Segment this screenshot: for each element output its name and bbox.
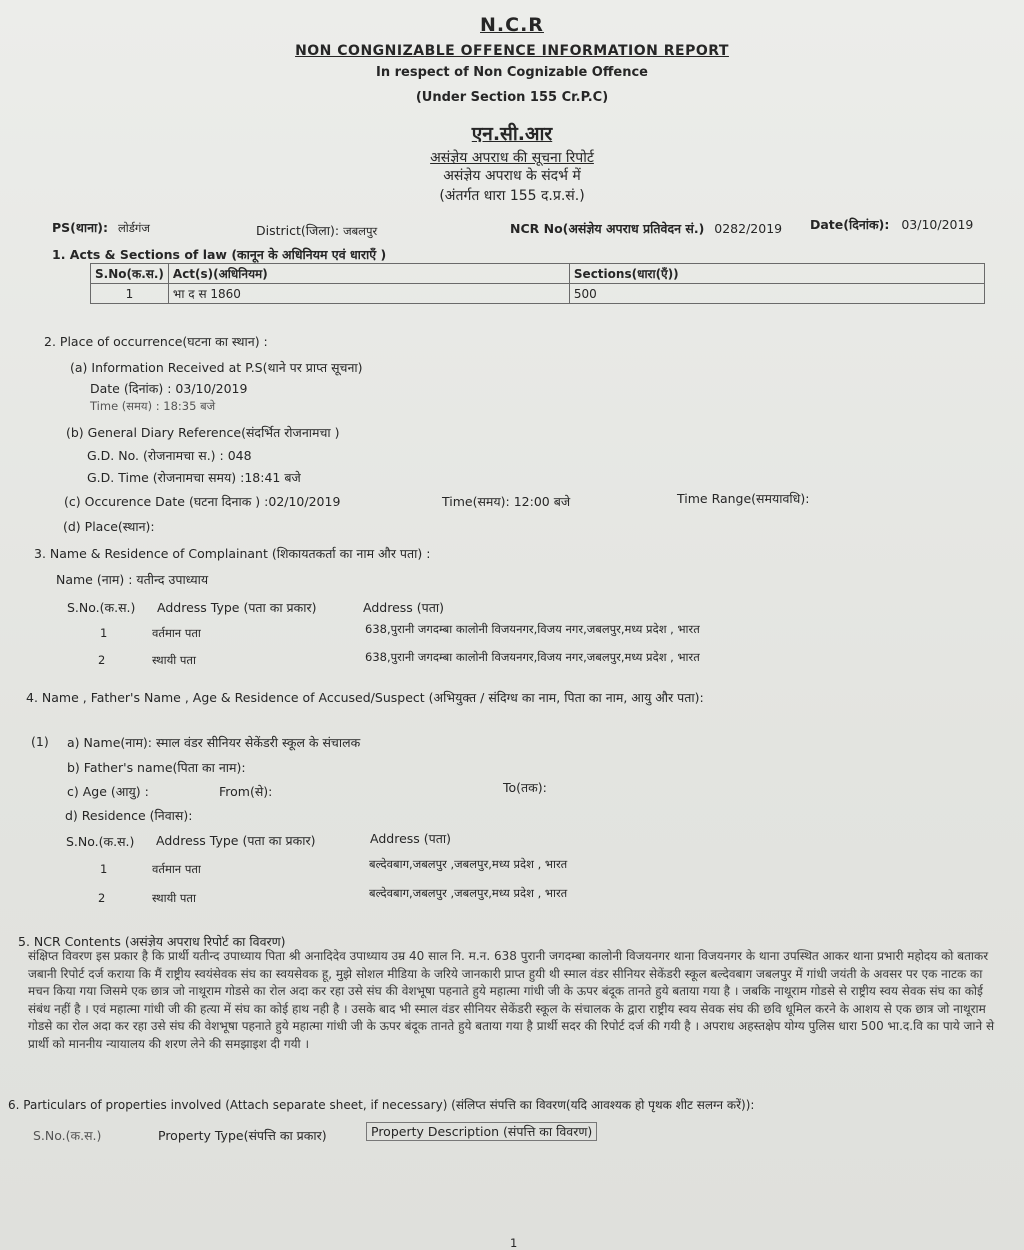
acts-table	[90, 263, 985, 304]
gd-number: G.D. No. (रोजनामचा स.) : 048	[87, 448, 252, 463]
property-col-description: Property Description (संपत्ति का विवरण)	[366, 1122, 597, 1141]
ncr-label: NCR No(असंज्ञेय अपराध प्रतिवेदन सं.)	[510, 221, 705, 236]
accused-age-from: From(से):	[219, 784, 273, 799]
complainant-row-2-sno: 2	[98, 653, 106, 667]
acts-col-sno: S.No(क.स.)	[91, 264, 169, 284]
info-received-time: Time (समय) : 18:35 बजे	[90, 399, 216, 413]
occurrence-date: (c) Occurence Date (घटना दिनाक ) :02/10/2019	[64, 494, 341, 509]
accused-age: c) Age (आयु) :	[67, 784, 149, 799]
complainant-row-1-type: वर्तमान पता	[152, 626, 201, 640]
section-2-heading: 2. Place of occurrence(घटना का स्थान) :	[44, 334, 268, 349]
date-label: Date(दिनांक):	[810, 217, 890, 232]
subtitle-hi: असंज्ञेय अपराध की सूचना रिपोर्ट	[430, 150, 594, 166]
accused-father-name: b) Father's name(पिता का नाम):	[67, 760, 246, 775]
section-6-heading: 6. Particulars of properties involved (Attach separate sheet, if necessary) (संलिप्त संपत्ति का विवरण(यदि आवश्यक हो पृथक शीट सलग्न करें)):	[8, 1098, 755, 1112]
section-3-heading: 3. Name & Residence of Complainant (शिकायतकर्ता का नाम और पता) :	[34, 546, 431, 561]
accused-row-1-address: बल्देवबाग,जबलपुर ,जबलपुर,मध्य प्रदेश , भारत	[369, 857, 568, 871]
complainant-row-1-sno: 1	[100, 626, 108, 640]
gd-reference-label: (b) General Diary Reference(संदर्भित रोजनामचा )	[66, 425, 340, 440]
ncr-value: 0282/2019	[714, 221, 783, 236]
accused-row-1-sno: 1	[100, 862, 108, 876]
accused-col-address: Address (पता)	[370, 831, 451, 846]
complainant-col-address: Address (पता)	[363, 600, 444, 615]
ps-label: PS(थाना):	[52, 220, 108, 235]
respect-hi: असंज्ञेय अपराध के संदर्भ में	[443, 168, 581, 184]
property-col-type: Property Type(संपत्ति का प्रकार)	[158, 1128, 327, 1143]
accused-row-2-address: बल्देवबाग,जबलपुर ,जबलपुर,मध्य प्रदेश , भारत	[369, 886, 568, 900]
ps-field	[52, 219, 150, 236]
info-received-label: (a) Information Received at P.S(थाने पर प्राप्त सूचना)	[70, 360, 363, 375]
ncr-contents-body: संक्षिप्त विवरण इस प्रकार है कि प्रार्थी यतीन्द उपाध्याय पिता श्री अनादिदेव उपाध्याय उम्र 40 साल नि. म.न. 638 पुरानी जगदम्बा कालोनी विजयनगर थाना विजयनगर के थाना उपस्थित आकर थाना प्रभारी महोदय को बताकर जबानी रिपोर्ट दर्ज कराया कि मैं राष्ट्रीय स्वयंसेवक संघ का स्वयसेवक हू, मुझे सोशल मीडिया के जरिये जानकारी प्राप्त हुयी थी स्माल वंडर सीनियर सेकेंडरी स्कूल बल्देवबाग जबलपुर में गांधी जयंती के अवसर पर एक नाटक का मचन किया गया जिसमे एक छात्र जो नाथूराम गोडसे का रोल अदा कर रहा उसे संघ की वेशभूषा पहनाते हुये महात्मा गांधी जी के ऊपर बंदूक तानते हुये बताया गया है । जबकि नाथूराम गोडसे से राष्ट्रीय स्वय सेवक संघ का कोई संबंध नहीं है । एवं महात्मा गांधी जी की हत्या में संघ का कोई हाथ नही है । उसके बाद भी स्माल वंडर सीनियर सेकेंडरी स्कूल के संचालक के द्वारा राष्ट्रीय स्वय सेवक संघ की छवि धूमिल करने के आशय से एक छात्र जो नाथूराम गोडसे का रोल अदा कर रहा उसे संघ की वेशभूषा पहनाते हुये महात्मा गांधी जी के ऊपर बंदूक तानते हुये बताया गया है प्रार्थी सदर की रिपोर्ट दर्ज की गयी है । अपराध अहस्तक्षेप योग्य पुलिस धारा 500 भा.द.वि का पाये जाने से प्रार्थी को माननीय न्यायालय की शरण लेने की समझाइश दी गयी ।	[28, 949, 995, 1051]
accused-row-2-sno: 2	[98, 891, 106, 905]
section-hi: (अंतर्गत धारा 155 द.प्र.सं.)	[439, 188, 585, 204]
page-number: 1	[510, 1236, 518, 1250]
acts-cell-act: भा द स 1860	[168, 284, 569, 304]
occurrence-time: Time(समय): 12:00 बजे	[442, 494, 571, 509]
acts-cell-section: 500	[569, 284, 984, 304]
complainant-col-type: Address Type (पता का प्रकार)	[157, 600, 317, 615]
accused-age-to: To(तक):	[503, 780, 547, 795]
district-field	[256, 222, 377, 239]
date-field	[810, 216, 973, 233]
complainant-row-1-address: 638,पुरानी जगदम्बा कालोनी विजयनगर,विजय नगर,जबलपुर,मध्य प्रदेश , भारत	[365, 622, 700, 636]
district-value: जबलपुर	[343, 224, 378, 238]
complainant-row-2-type: स्थायी पता	[152, 653, 196, 667]
property-col-sno: S.No.(क.स.)	[33, 1128, 102, 1143]
accused-row-2-type: स्थायी पता	[152, 891, 196, 905]
section-4-heading: 4. Name , Father's Name , Age & Residence of Accused/Suspect (अभियुक्त / संदिग्ध का नाम, पिता का नाम, आयु और पता):	[26, 690, 704, 705]
date-value: 03/10/2019	[901, 217, 974, 232]
acts-col-section: Sections(धारा(एँ))	[569, 264, 984, 284]
respect-en: In respect of Non Cognizable Offence	[376, 65, 648, 80]
gd-time: G.D. Time (रोजनामचा समय) :18:41 बजे	[87, 470, 301, 485]
section-en: (Under Section 155 Cr.P.C)	[415, 90, 609, 105]
ps-value: लोर्डगंज	[117, 221, 150, 235]
accused-col-sno: S.No.(क.स.)	[66, 834, 135, 849]
time-range: Time Range(समयावधि):	[677, 491, 810, 506]
table-row	[91, 284, 985, 304]
complainant-col-sno: S.No.(क.स.)	[67, 600, 136, 615]
complainant-name: Name (नाम) : यतीन्द उपाध्याय	[56, 572, 209, 587]
accused-col-type: Address Type (पता का प्रकार)	[156, 833, 316, 848]
acts-col-act: Act(s)(अधिनियम)	[168, 264, 569, 284]
accused-row-1-type: वर्तमान पता	[152, 862, 201, 876]
accused-number: (1)	[31, 734, 49, 749]
accused-name: a) Name(नाम): स्माल वंडर सीनियर सेकेंडरी स्कूल के संचालक	[67, 735, 361, 750]
complainant-row-2-address: 638,पुरानी जगदम्बा कालोनी विजयनगर,विजय नगर,जबलपुर,मध्य प्रदेश , भारत	[365, 650, 700, 664]
section-5-heading: 5. NCR Contents (असंज्ञेय अपराध रिपोर्ट का विवरण)	[18, 934, 286, 949]
section-1-heading: 1. Acts & Sections of law (कानून के अधिनियम एवं धाराएँ )	[52, 247, 387, 262]
title-hi: एन.सी.आर	[471, 123, 553, 145]
ncr-field	[510, 220, 782, 237]
info-received-date: Date (दिनांक) : 03/10/2019	[90, 381, 248, 396]
acts-header-row	[91, 264, 985, 284]
title-en: N.C.R	[480, 14, 544, 36]
district-label: District(जिला):	[256, 223, 340, 238]
accused-residence: d) Residence (निवास):	[65, 808, 193, 823]
acts-cell-sno: 1	[91, 284, 169, 304]
place-label: (d) Place(स्थान):	[63, 519, 155, 534]
subtitle-en: NON CONGNIZABLE OFFENCE INFORMATION REPORT	[295, 43, 729, 59]
